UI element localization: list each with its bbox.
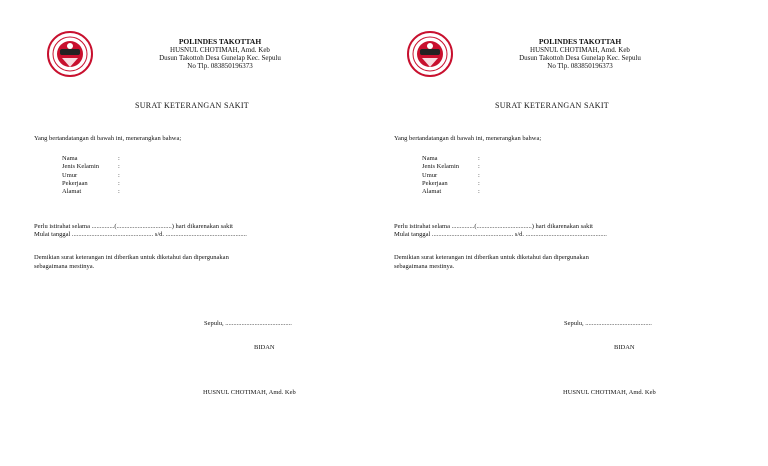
field-colon: :: [118, 188, 120, 196]
closing-line-1: Demikian surat keterangan ini diberikan untuk diketahui dan dipergunakan: [34, 254, 229, 261]
closing-line-1: Demikian surat keterangan ini diberikan untuk diketahui dan dipergunakan: [394, 254, 589, 261]
signatory-name: HUSNUL CHOTIMAH, Amd. Keb: [563, 389, 656, 396]
ibi-logo-icon: [406, 30, 454, 78]
rest-period: [394, 223, 607, 239]
start-date-line: Mulai tanggal .................................................. s/d. ..................................................: [394, 231, 607, 238]
field-row: [62, 188, 126, 196]
letter-header: [470, 38, 690, 70]
sign-role: BIDAN: [254, 344, 275, 351]
field-label: Umur: [422, 171, 438, 179]
clinic-phone: No Tlp. 083850196373: [187, 62, 253, 70]
midwife-name: HUSNUL CHOTIMAH, Amd. Keb: [530, 46, 630, 54]
signatory-name: HUSNUL CHOTIMAH, Amd. Keb: [203, 389, 296, 396]
field-colon: :: [478, 163, 480, 171]
field-label: Alamat: [62, 188, 82, 196]
field-colon: :: [478, 179, 480, 187]
field-label: Jenis Kelamin: [62, 163, 100, 171]
field-row: [62, 172, 126, 180]
field-row: [422, 155, 486, 163]
field-row: [422, 188, 486, 196]
rest-period: [34, 223, 247, 239]
field-colon: :: [118, 179, 120, 187]
clinic-address: Dusun Takottoh Desa Gunelap Kec. Sepulu: [159, 54, 281, 62]
field-colon: :: [478, 155, 480, 162]
rest-line: Perlu istirahat selama ..............(..................................) hari dikarenakan sakit: [34, 223, 233, 230]
intro-text: Yang bertandatangan di bawah ini, menerangkan bahwa;: [394, 135, 542, 142]
field-row: [62, 163, 126, 171]
clinic-name: POLINDES TAKOTTAH: [178, 37, 262, 46]
document-title: SURAT KETERANGAN SAKIT: [134, 101, 249, 110]
field-label: Pekerjaan: [422, 179, 448, 187]
field-colon: :: [118, 155, 120, 162]
clinic-name: POLINDES TAKOTTAH: [538, 37, 622, 46]
clinic-address: Dusun Takottoh Desa Gunelap Kec. Sepulu: [519, 54, 641, 62]
closing-line-2: sebagaimana mestinya.: [394, 262, 455, 270]
document-title: SURAT KETERANGAN SAKIT: [494, 101, 609, 110]
clinic-phone: No Tlp. 083850196373: [547, 62, 613, 70]
field-colon: :: [118, 163, 120, 171]
sign-place-date: Sepulu, .........................................: [564, 320, 652, 327]
field-row: [62, 180, 126, 188]
field-row: [422, 180, 486, 188]
closing-line-2: sebagaimana mestinya.: [34, 262, 95, 270]
ibi-logo-icon: [46, 30, 94, 78]
field-row: [62, 155, 126, 163]
letter-header: [110, 38, 330, 70]
rest-line: Perlu istirahat selama ..............(..................................) hari dikarenakan sakit: [394, 223, 593, 230]
field-colon: :: [118, 171, 120, 179]
sign-place-date: Sepulu, .........................................: [204, 320, 292, 327]
start-date-line: Mulai tanggal .................................................. s/d. ..................................................: [34, 231, 247, 238]
sign-role: BIDAN: [614, 344, 635, 351]
closing-text: [34, 254, 334, 271]
field-row: [422, 172, 486, 180]
field-label: Alamat: [422, 188, 442, 196]
field-label: Pekerjaan: [62, 179, 88, 187]
midwife-name: HUSNUL CHOTIMAH, Amd. Keb: [170, 46, 270, 54]
patient-fields: [422, 155, 486, 196]
field-label: Nama: [62, 155, 78, 162]
patient-fields: [62, 155, 126, 196]
intro-text: Yang bertandatangan di bawah ini, menerangkan bahwa;: [34, 135, 182, 142]
field-colon: :: [478, 171, 480, 179]
field-row: [422, 163, 486, 171]
field-colon: :: [478, 188, 480, 196]
field-label: Nama: [422, 155, 438, 162]
closing-text: [394, 254, 694, 271]
field-label: Umur: [62, 171, 78, 179]
field-label: Jenis Kelamin: [422, 163, 460, 171]
letter-right: [360, 0, 744, 466]
